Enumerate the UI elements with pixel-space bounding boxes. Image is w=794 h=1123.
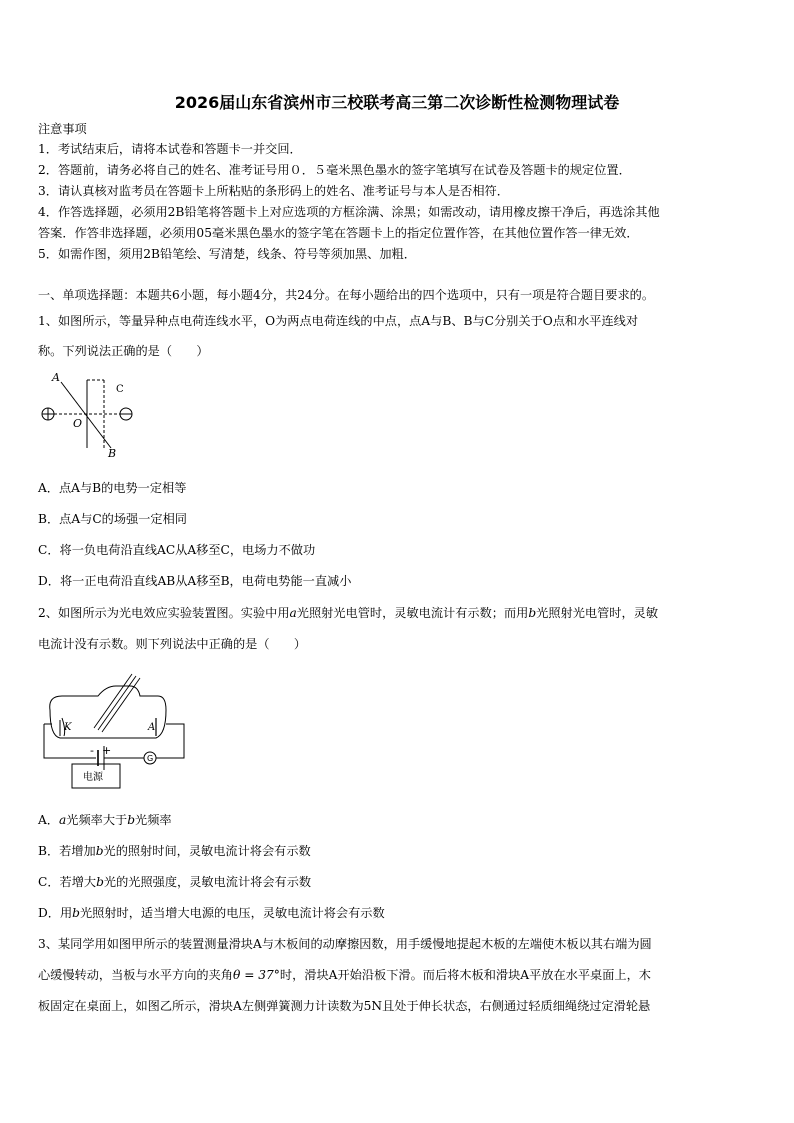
question-2-option [38, 874, 311, 890]
question-2-stem: 电流计没有示数。则下列说法中正确的是（ ） [38, 637, 307, 651]
charge-field-figure [36, 368, 146, 460]
q2-var: b [528, 606, 537, 620]
label-a: A [52, 371, 60, 384]
notice-item: 4．作答选择题，必须用2B铅笔将答题卡上对应选项的方框涂满、涂黑；如需改动，请用橡皮擦干净后，再选涂其他 [38, 205, 660, 219]
label-o: O [73, 417, 83, 430]
notice-item: 2．答题前，请务必将自己的姓名、准考证号用０．５毫米黑色墨水的签字笔填写在试卷及答题卡的规定位置． [38, 163, 631, 177]
q3-text: 时，滑块A开始沿板下滑。而后将木板和滑块A平放在水平桌面上，木 [279, 968, 651, 982]
photoelectric-apparatus-figure [38, 664, 194, 792]
label-g: G [147, 754, 154, 763]
question-3-stem: 板固定在桌面上，如图乙所示，滑块A左侧弹簧测力计读数为5N且处于伸长状态，右侧通过轻质细绳绕过定滑轮悬 [38, 999, 651, 1013]
question-3-stem: 3、某同学用如图甲所示的装置测量滑块A与木板间的动摩擦因数，用手缓慢地提起木板的左端使木板以其右端为圆 [38, 937, 652, 951]
section-heading: 一、单项选择题：本题共6小题，每小题4分，共24分。在每小题给出的四个选项中，只有一项是符合题目要求的。 [38, 288, 655, 302]
q3-text: 心缓慢转动，当板与水平方向的夹角 [38, 968, 233, 982]
question-2-stem [38, 605, 658, 621]
opt-text: B．若增加 [38, 844, 96, 858]
question-3-stem [38, 967, 651, 983]
opt-var: b [95, 844, 104, 858]
label-minus: - [90, 744, 94, 757]
opt-text: D．用 [38, 906, 73, 920]
label-anode: A [148, 722, 156, 733]
question-1-stem: 称。下列说法正确的是（ ） [38, 344, 209, 358]
question-2-option [38, 843, 311, 859]
opt-var: b [96, 875, 104, 889]
opt-var: a [59, 813, 67, 827]
question-1-option: B．点A与C的场强一定相同 [38, 512, 187, 526]
opt-text: 光的光照强度，灵敏电流计将会有示数 [103, 875, 312, 889]
notice-item: 5．如需作图，须用2B铅笔绘、写清楚，线条、符号等须加黑、加粗． [38, 247, 416, 261]
opt-text: 光的照射时间，灵敏电流计将会有示数 [103, 844, 311, 858]
opt-var: b [127, 813, 136, 827]
opt-var: b [72, 906, 80, 920]
label-plus: + [102, 744, 112, 757]
label-b: B [108, 447, 117, 460]
notice-item: 答案．作答非选择题，必须用05毫米黑色墨水的签字笔在答题卡上的指定位置作答，在其他位置作答一律无效． [38, 226, 639, 240]
notice-item: 3．请认真核对监考员在答题卡上所粘贴的条形码上的姓名、准考证号与本人是否相符． [38, 184, 509, 198]
q2-text: 光照射光电管时，灵敏电流计有示数；而用 [296, 606, 529, 620]
question-2-option [38, 812, 172, 828]
question-1-option: A．点A与B的电势一定相等 [38, 481, 187, 495]
question-1-stem: 1、如图所示，等量异种点电荷连线水平，O为两点电荷连线的中点，点A与B、B与C分别关于O点和水平连线对 [38, 314, 639, 328]
q2-text: 2、如图所示为光电效应实验装置图。实验中用 [38, 606, 290, 620]
question-2-option [38, 905, 385, 921]
label-c: C [116, 384, 124, 395]
notice-item: 1．考试结束后，请将本试卷和答题卡一并交回． [38, 142, 302, 156]
opt-text: 光频率大于 [66, 813, 128, 827]
opt-text: 光频率 [135, 813, 172, 827]
opt-text: C．若增大 [38, 875, 97, 889]
question-1-option: D．将一正电荷沿直线AB从A移至B，电荷电势能一直减小 [38, 574, 352, 588]
q3-math: θ = 37° [233, 968, 280, 982]
q2-var: a [289, 606, 297, 620]
opt-text: 光照射时，适当增大电源的电压，灵敏电流计将会有示数 [79, 906, 385, 920]
q2-text: 光照射光电管时，灵敏 [536, 606, 659, 620]
page-title: 2026届山东省滨州市三校联考高三第二次诊断性检测物理试卷 [174, 93, 620, 112]
label-source: 电源 [83, 772, 103, 783]
opt-text: A． [38, 813, 59, 827]
question-1-option: C．将一负电荷沿直线AC从A移至C，电场力不做功 [38, 543, 316, 557]
label-k: K [64, 722, 72, 733]
notice-heading: 注意事项 [38, 122, 87, 136]
